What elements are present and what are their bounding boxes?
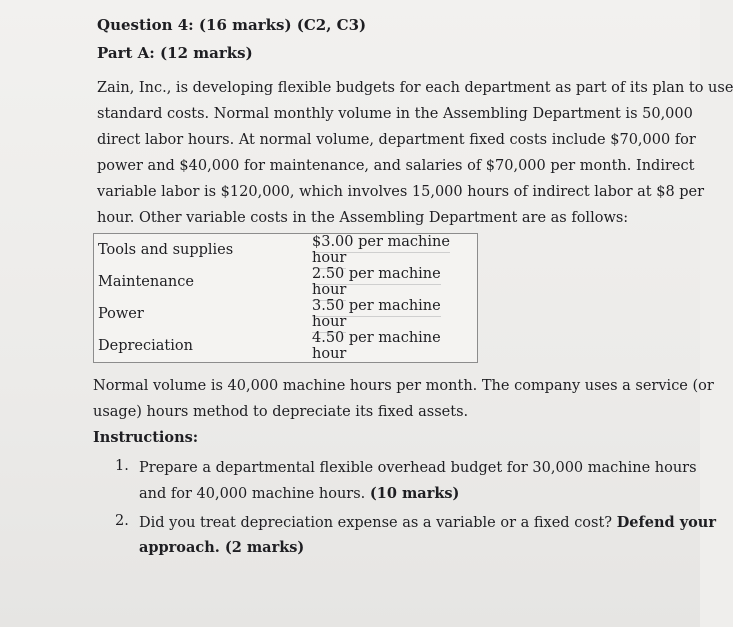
cost-rate: $3.00 per machine hour	[312, 234, 450, 269]
instruction-2-line: Did you treat depreciation expense as a variable or a fixed cost? Defend your	[139, 514, 716, 531]
table-row	[94, 234, 478, 267]
intro-line: hour. Other variable costs in the Assembling Department are as follows:	[97, 210, 629, 226]
cost-rate: 3.50 per machine hour	[312, 298, 441, 333]
instruction-1-line: and for 40,000 machine hours. (10 marks)	[139, 485, 460, 502]
intro-line: Zain, Inc., is developing flexible budgets for each department as part of its plan to use	[97, 80, 733, 96]
part-heading: Part A: (12 marks)	[97, 44, 253, 62]
cost-item: Power	[98, 306, 144, 322]
cost-item: Maintenance	[98, 274, 194, 290]
cost-rate: 2.50 per machine hour	[312, 266, 441, 301]
table-row	[94, 330, 478, 363]
question-title: Question 4: (16 marks) (C2, C3)	[97, 16, 367, 34]
intro-line: standard costs. Normal monthly volume in the Assembling Department is 50,000	[97, 106, 693, 122]
instruction-1-line: Prepare a departmental flexible overhead budget for 30,000 machine hours	[139, 460, 697, 476]
marks-label: (10 marks)	[369, 485, 460, 502]
instruction-2-line: approach. (2 marks)	[139, 539, 305, 556]
intro-line: variable labor is $120,000, which involves 15,000 hours of indirect labor at $8 per	[97, 184, 705, 200]
intro-line: direct labor hours. At normal volume, department fixed costs include $70,000 for	[97, 132, 696, 148]
table-row	[94, 266, 478, 298]
table-row	[94, 298, 478, 330]
normal-volume-line: Normal volume is 40,000 machine hours per month. The company uses a service (or	[93, 378, 714, 394]
normal-volume-line: usage) hours method to depreciate its fixed assets.	[93, 404, 469, 420]
instruction-number: 1.	[115, 458, 129, 474]
cost-item: Depreciation	[98, 338, 193, 354]
intro-line: power and $40,000 for maintenance, and salaries of $70,000 per month. Indirect	[97, 158, 695, 174]
instructions-heading: Instructions:	[93, 429, 199, 446]
cost-item: Tools and supplies	[98, 242, 234, 258]
cost-rate: 4.50 per machine hour	[312, 330, 441, 362]
variable-cost-table	[93, 233, 478, 363]
instruction-number: 2.	[115, 513, 129, 529]
